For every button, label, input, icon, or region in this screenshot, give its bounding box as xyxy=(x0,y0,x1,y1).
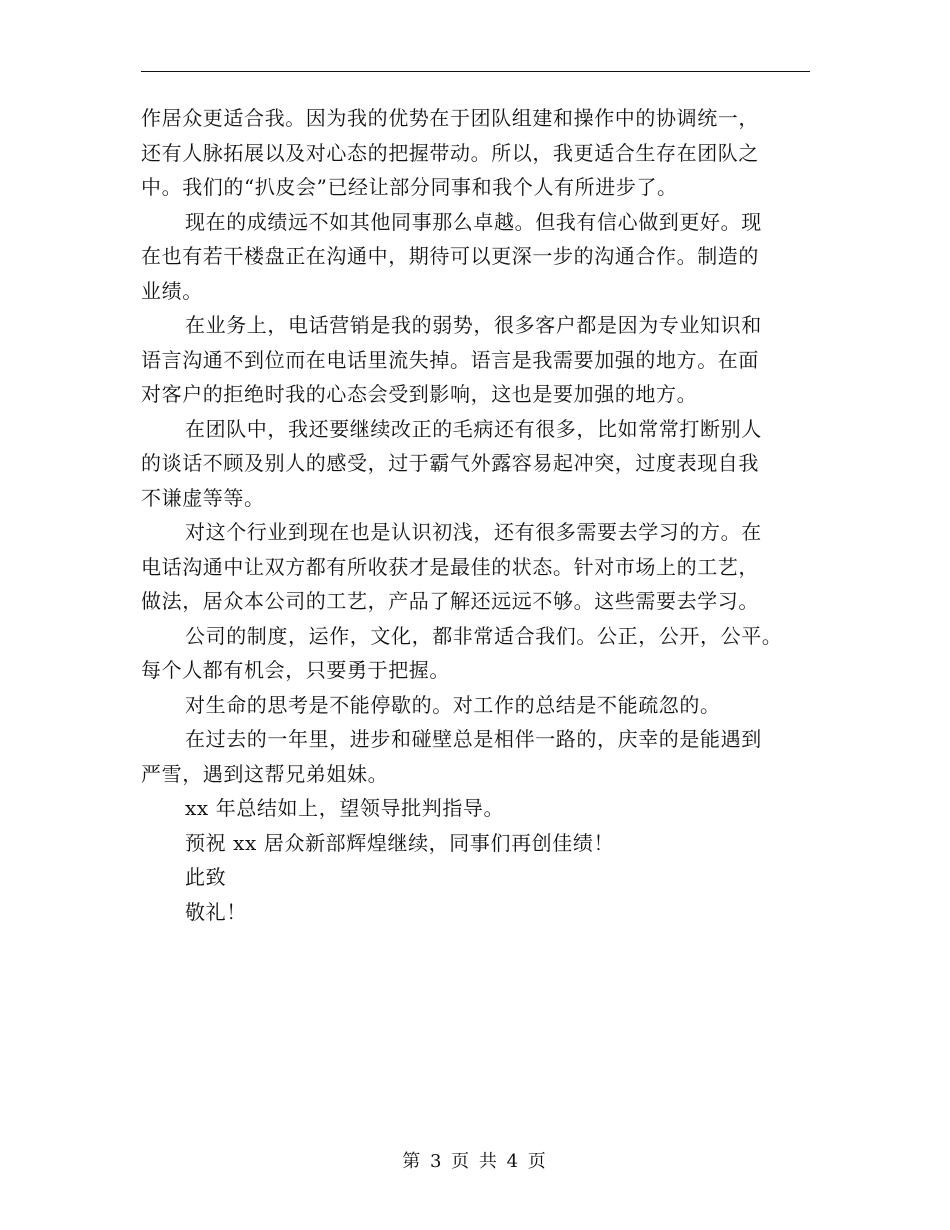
text-line: 敬礼！ xyxy=(185,899,247,924)
text-line: 对生命的思考是不能停歇的。对工作的总结是不能疏忽的。 xyxy=(185,692,721,717)
page-footer: 第 3 页 共 4 页 xyxy=(402,1151,548,1172)
text-line: 业绩。 xyxy=(141,278,203,303)
text-line: 在业务上，电话营销是我的弱势，很多客户都是因为专业知识和 xyxy=(185,313,762,337)
text-line: 预祝 xx 居众新部辉煌继续，同事们再创佳绩！ xyxy=(185,830,615,855)
text-line: 作居众更适合我。因为我的优势在于团队组建和操作中的协调统一， xyxy=(141,106,759,130)
text-line: xx 年总结如上，望领导批判指导。 xyxy=(185,796,505,820)
text-line: 现在的成绩远不如其他同事那么卓越。但我有信心做到更好。现 xyxy=(185,209,762,234)
text-line: 中。我们的“扒皮会”已经让部分同事和我个人有所进步了。 xyxy=(141,175,678,199)
text-line: 对客户的拒绝时我的心态会受到影响，这也是要加强的地方。 xyxy=(141,382,698,406)
document-body xyxy=(141,101,810,929)
text-line: 电话沟通中让双方都有所收获才是最佳的状态。针对市场上的工艺， xyxy=(141,554,759,579)
text-line: 在过去的一年里，进步和碰壁总是相伴一路的，庆幸的是能遇到 xyxy=(185,727,762,751)
text-line: 此致 xyxy=(185,865,227,889)
text-line: 还有人脉拓展以及对心态的把握带动。所以，我更适合生存在团队之 xyxy=(141,140,759,165)
text-line: 对这个行业到现在也是认识初浅，还有很多需要去学习的方。在 xyxy=(185,520,762,544)
text-line: 的谈话不顾及别人的感受，过于霸气外露容易起冲突，过度表现自我 xyxy=(141,451,759,475)
text-line: 公司的制度，运作，文化，都非常适合我们。公正，公开，公平。 xyxy=(185,623,783,648)
text-line: 做法，居众本公司的工艺，产品了解还远远不够。这些需要去学习。 xyxy=(141,589,759,613)
text-line: 严雪，遇到这帮兄弟姐妹。 xyxy=(141,761,389,786)
text-line: 每个人都有机会，只要勇于把握。 xyxy=(141,658,450,682)
text-line: 在也有若干楼盘正在沟通中，期待可以更深一步的沟通合作。制造的 xyxy=(141,244,759,268)
header-rule xyxy=(141,71,810,72)
text-line: 在团队中，我还要继续改正的毛病还有很多，比如常常打断别人 xyxy=(185,416,762,441)
text-line: 语言沟通不到位而在电话里流失掉。语言是我需要加强的地方。在面 xyxy=(141,347,759,372)
text-line: 不谦虚等等。 xyxy=(141,485,265,510)
